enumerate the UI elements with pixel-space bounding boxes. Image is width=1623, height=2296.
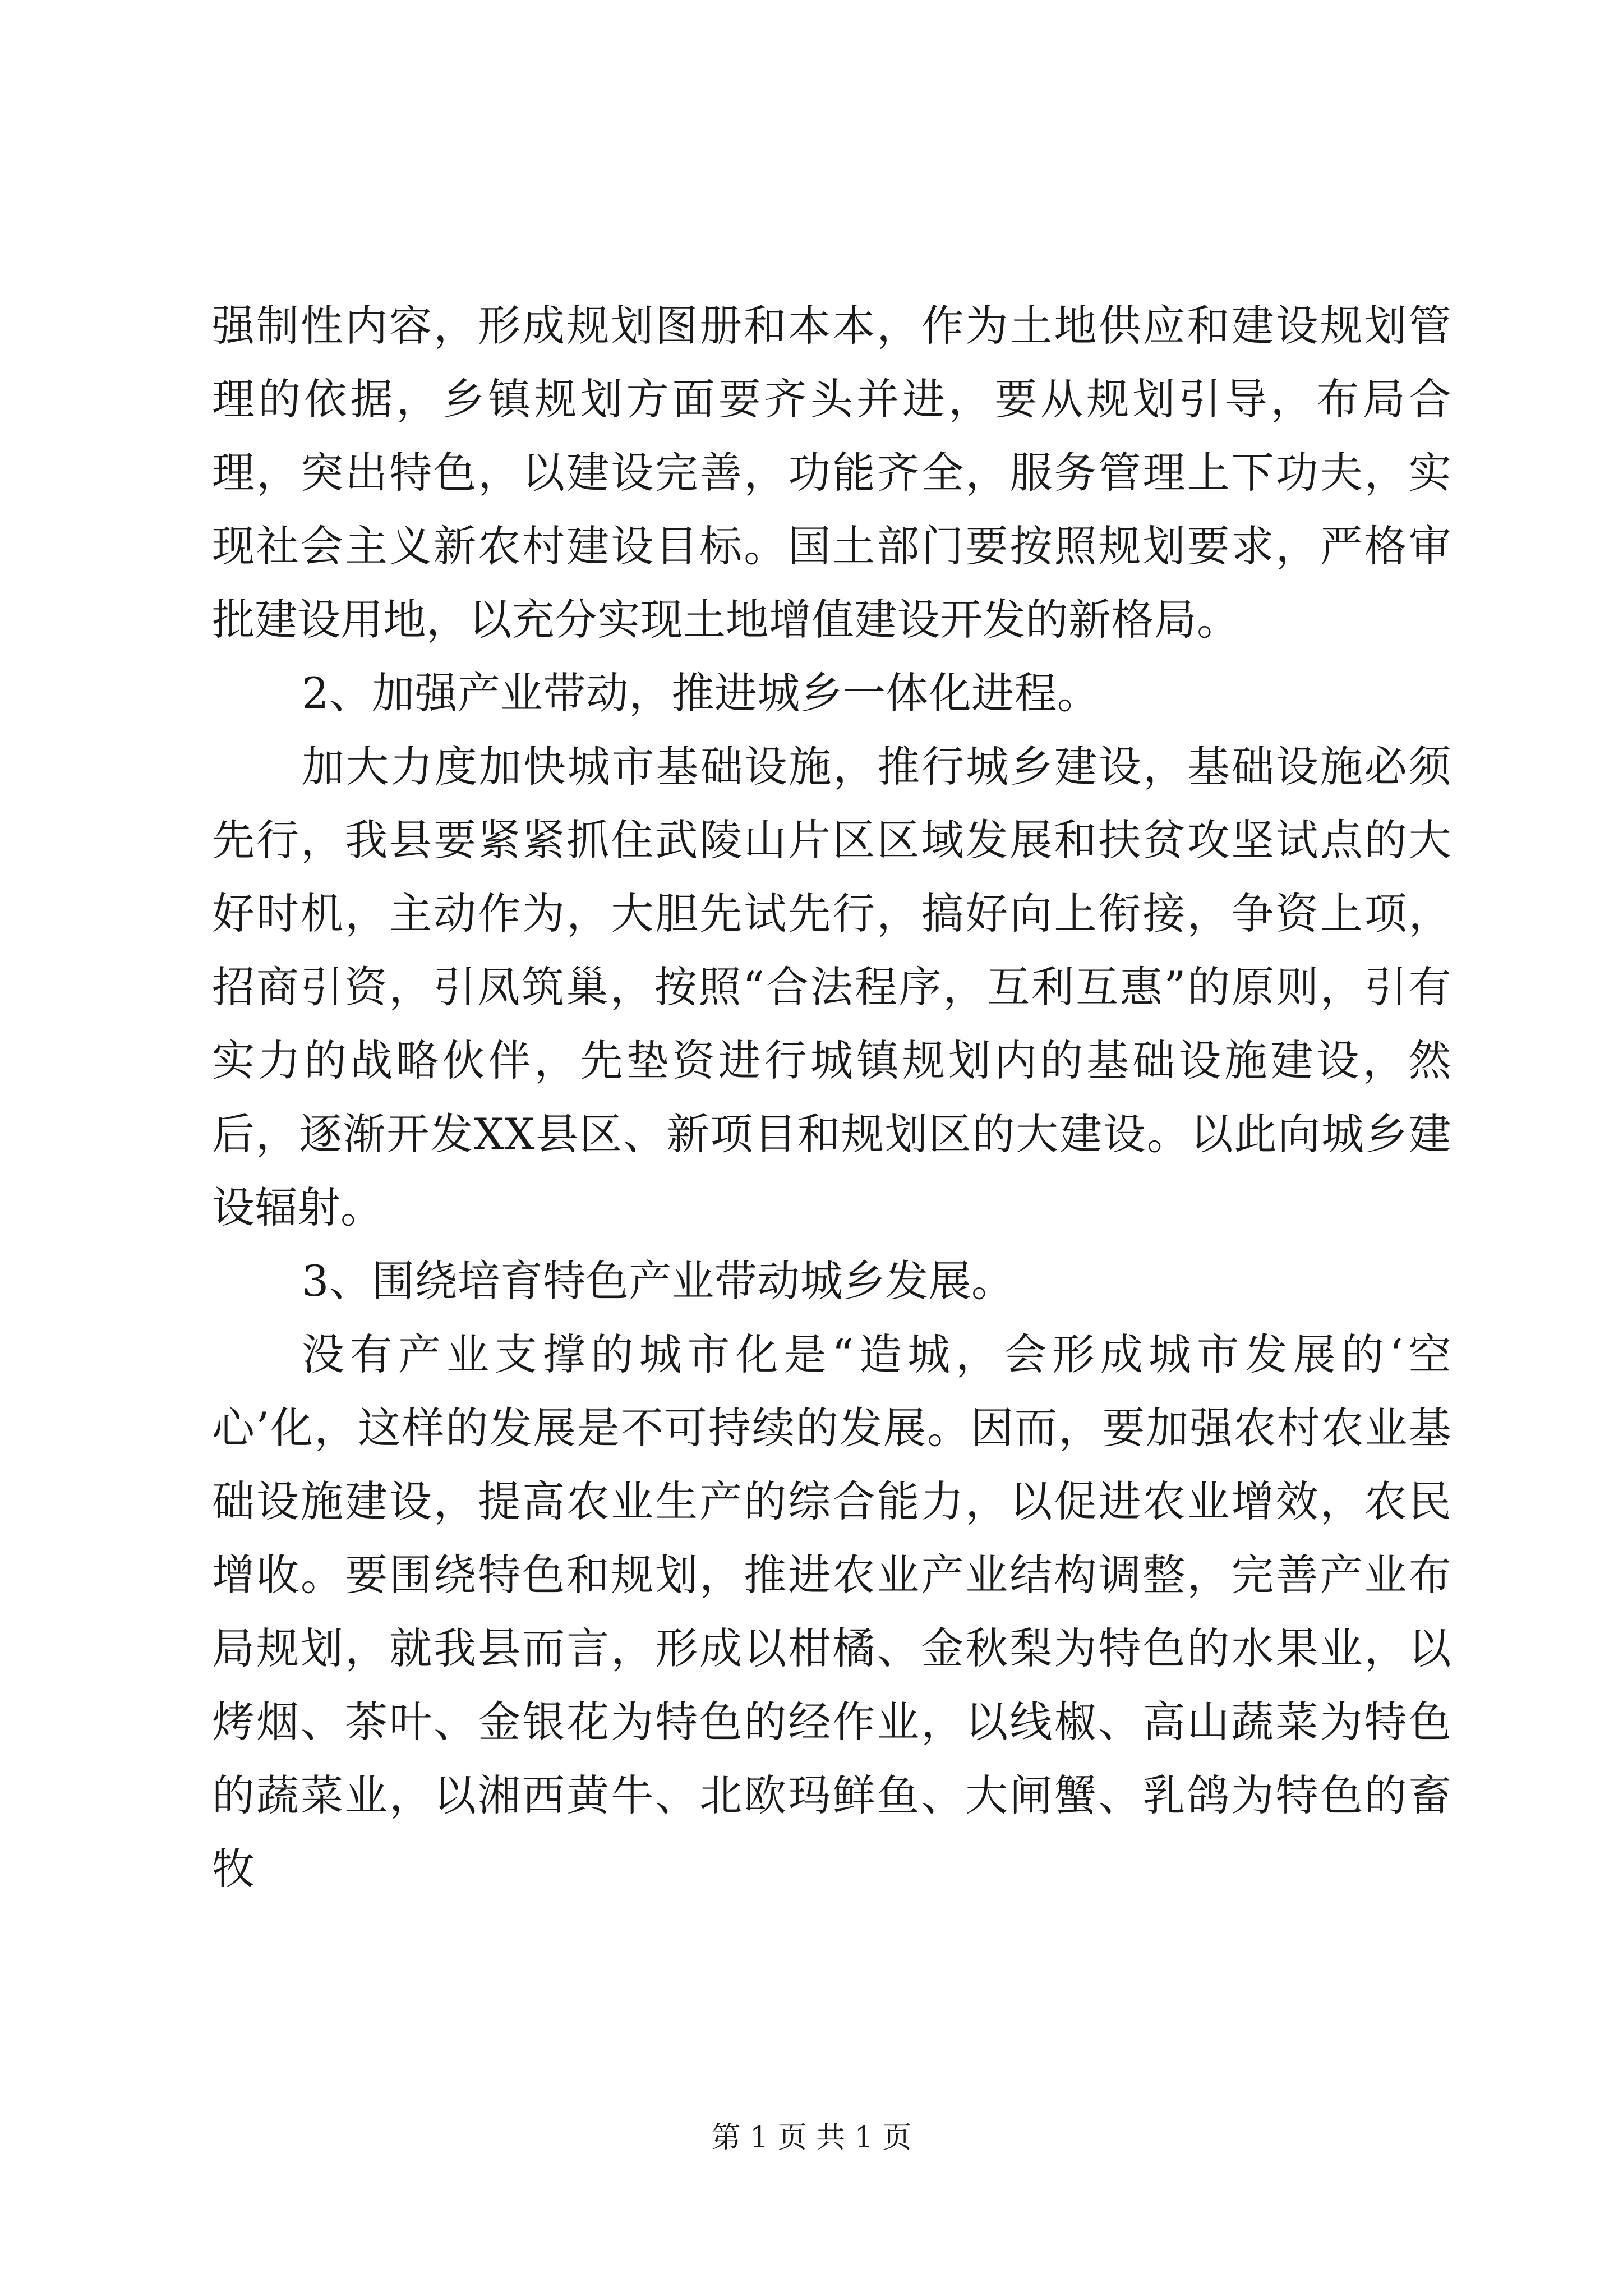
section-heading-3: 3、围绕培育特色产业带动城乡发展。 — [302, 1256, 1015, 1306]
document-body — [212, 289, 1451, 1906]
page-footer: 第 1 页 共 1 页 — [711, 2121, 912, 2155]
paragraph-continuation: 强制性内容，形成规划图册和本本，作为土地供应和建设规划管理的依据，乡镇规划方面要齐头并进，要从规划引导，布局合理，突出特色，以建设完善，功能齐全，服务管理上下功夫，实现社会主义新农村建设目标。国土部门要按照规划要求，严格审批建设用地，以充分实现土地增值建设开发的新格局。 — [212, 301, 1451, 645]
paragraph-industry: 没有产业支撑的城市化是“造城，会形成城市发展的‘空心’化，这样的发展是不可持续的发展。因而，要加强农村农业基础设施建设，提高农业生产的综合能力，以促进农业增效，农民增收。要围绕特色和规划，推进农业产业结构调整，完善产业布局规划，就我县而言，形成以柑橘、金秋梨为特色的水果业，以烤烟、茶叶、金银花为特色的经作业，以线椒、高山蔬菜为特色的蔬菜业，以湘西黄牛、北欧玛鲜鱼、大闸蟹、乳鸽为特色的畜牧 — [212, 1329, 1451, 1894]
paragraph-infrastructure: 加大力度加快城市基础设施，推行城乡建设，基础设施必须先行，我县要紧紧抓住武陵山片区区域发展和扶贫攻坚试点的大好时机，主动作为，大胆先试先行，搞好向上衔接，争资上项，招商引资，引凤筑巢，按照“合法程序，互利互惠”的原则，引有实力的战略伙伴，先垫资进行城镇规划内的基础设施建设，然后，逐渐开发XX县区、新项目和规划区的大建设。以此向城乡建设辐射。 — [212, 742, 1451, 1232]
section-heading-2: 2、加强产业带动，推进城乡一体化进程。 — [302, 668, 1100, 718]
